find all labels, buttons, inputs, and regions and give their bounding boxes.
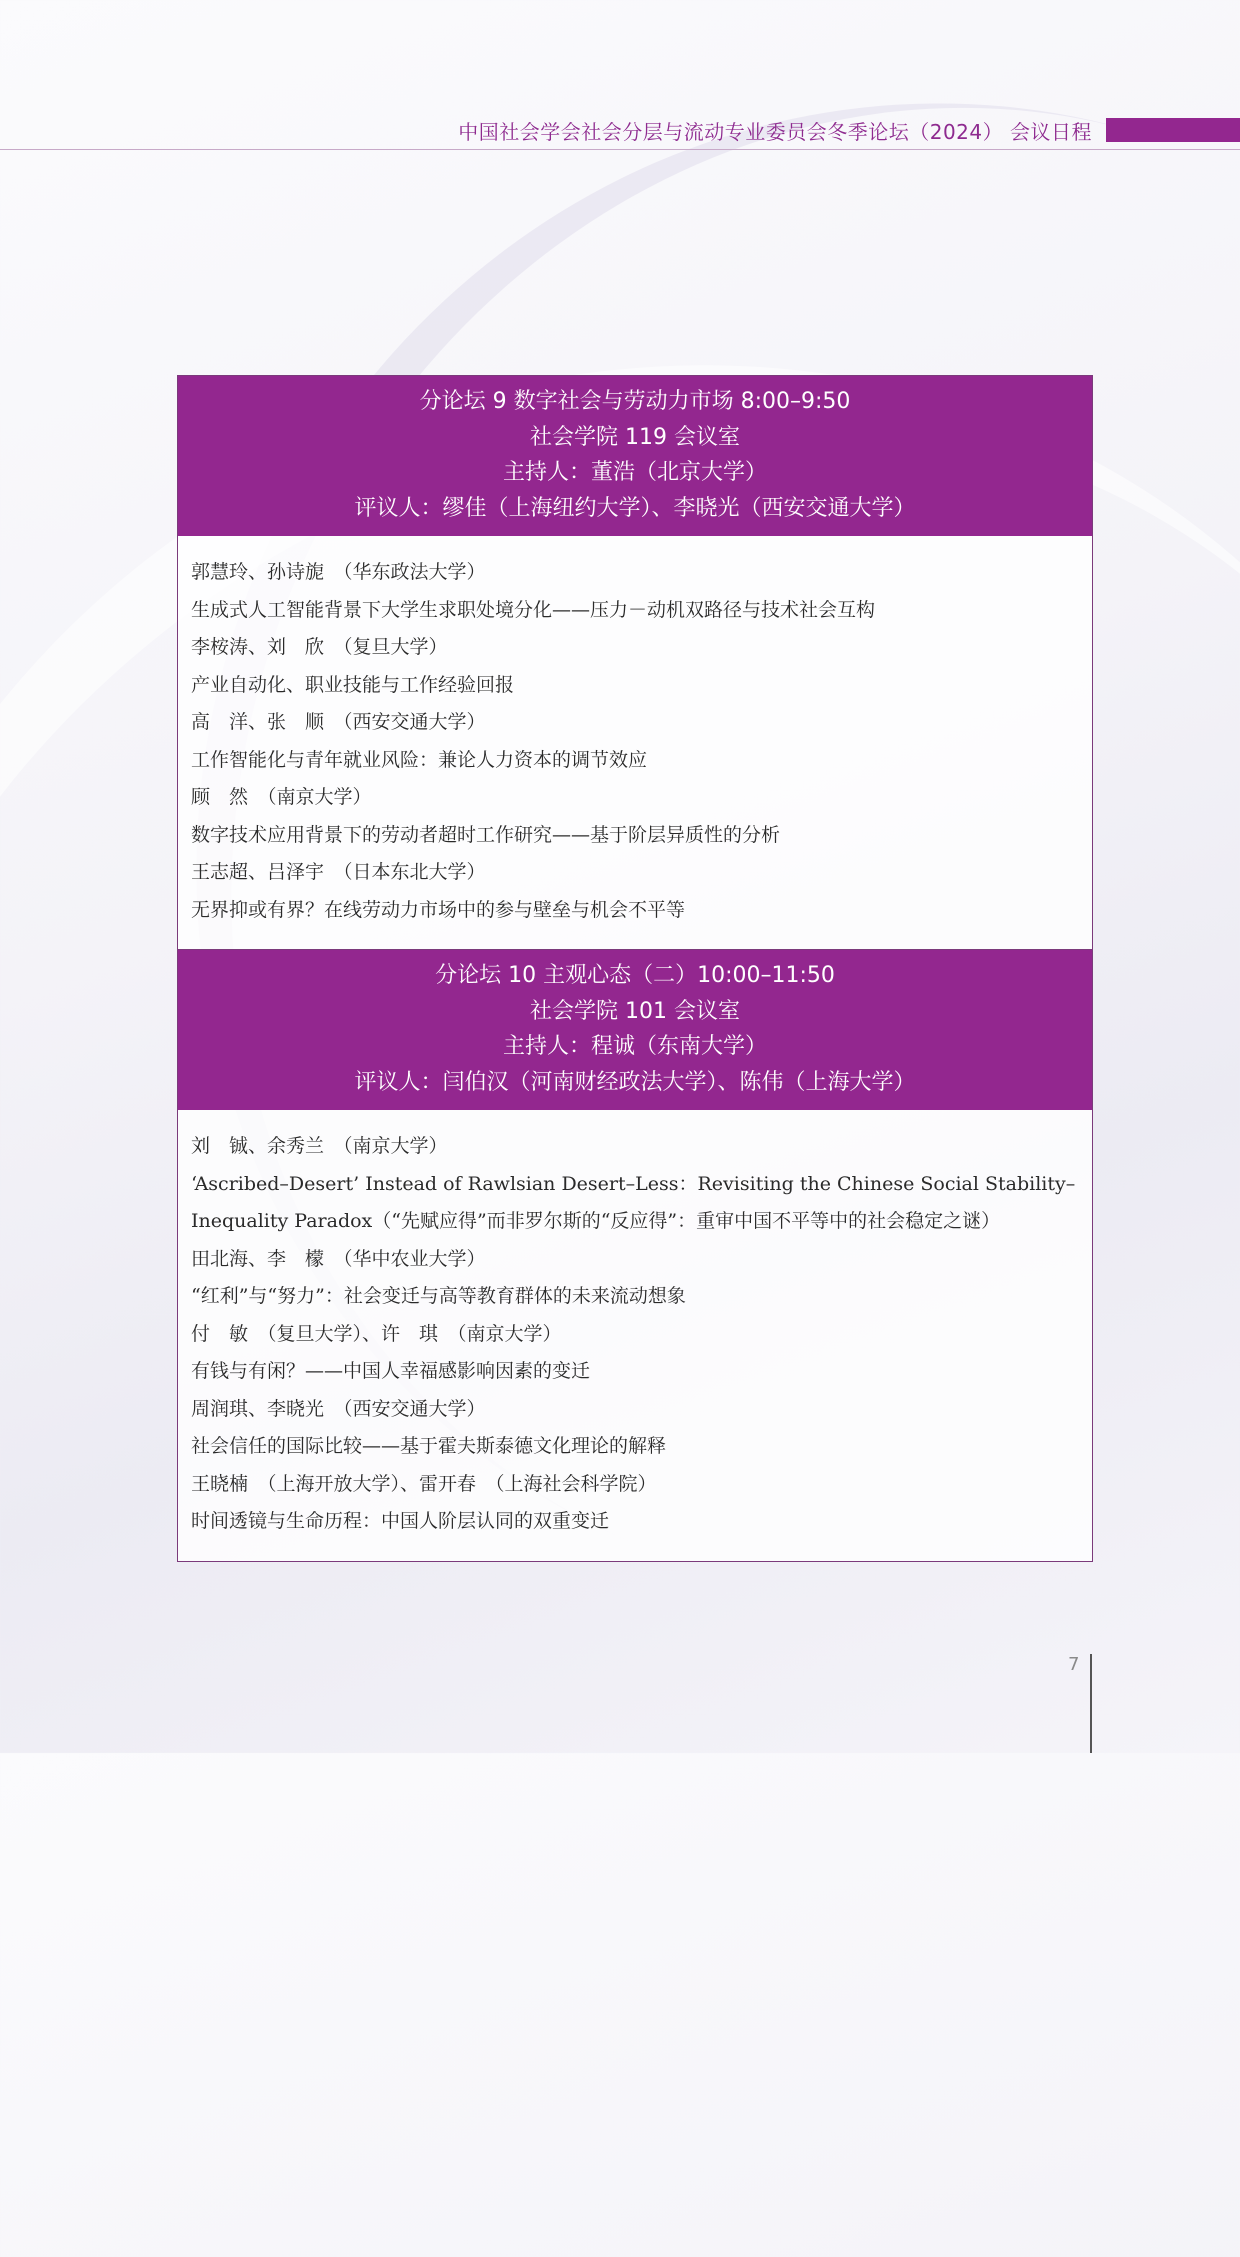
session-discussants: 评议人：闫伯汉（河南财经政法大学）、陈伟（上海大学） xyxy=(354,1069,916,1095)
paper-title: 数字技术应用背景下的劳动者超时工作研究——基于阶层异质性的分析 xyxy=(191,823,781,846)
paper-title: 社会信任的国际比较——基于霍夫斯泰德文化理论的解释 xyxy=(191,1435,667,1457)
paper-title: 有钱与有闲？——中国人幸福感影响因素的变迁 xyxy=(191,1360,591,1382)
paper-title: 无界抑或有界？在线劳动力市场中的参与壁垒与机会不平等 xyxy=(191,898,686,921)
session-papers xyxy=(178,1110,1092,1561)
session-host: 主持人：董浩（北京大学） xyxy=(502,460,767,485)
page-number: 7 xyxy=(1068,1654,1080,1675)
paper-authors: 田北海、李 檬 （华中农业大学） xyxy=(191,1247,486,1270)
session-discussants: 评议人：缪佳（上海纽约大学）、李晓光（西安交通大学） xyxy=(354,495,916,521)
paper-authors: 王晓楠 （上海开放大学）、雷开春 （上海社会科学院） xyxy=(191,1472,657,1495)
paper-title: 工作智能化与青年就业风险：兼论人力资本的调节效应 xyxy=(191,748,648,771)
header-divider xyxy=(0,149,1240,150)
paper-authors: 刘 铖、余秀兰 （南京大学） xyxy=(191,1135,448,1157)
paper-title: 生成式人工智能背景下大学生求职处境分化——压力－动机双路径与技术社会互构 xyxy=(191,598,876,621)
header-title: 中国社会学会社会分层与流动专业委员会冬季论坛（2024） 会议日程 xyxy=(458,120,1092,144)
paper-authors: 顾 然 （南京大学） xyxy=(191,786,372,808)
paper-authors: 周润琪、李晓光 （西安交通大学） xyxy=(191,1397,486,1420)
paper-authors: 王志超、吕泽宇 （日本东北大学） xyxy=(191,861,486,883)
session-header xyxy=(178,949,1092,1110)
paper-title: ‘Ascribed–Desert’ Instead of Rawlsian Desert–Less：Revisiting the Chinese Social Stability–Inequality Paradox（“先赋应得”而非罗尔斯的“反应得”：重审中国不平等中的社会稳定之谜） xyxy=(191,1172,1076,1232)
session-room: 社会学院 101 会议室 xyxy=(530,998,740,1024)
session-room: 社会学院 119 会议室 xyxy=(530,424,740,450)
paper-authors: 李桉涛、刘 欣 （复旦大学） xyxy=(191,636,448,658)
paper-authors: 郭慧玲、孙诗旎 （华东政法大学） xyxy=(191,561,486,583)
paper-title: 时间透镜与生命历程：中国人阶层认同的双重变迁 xyxy=(191,1510,610,1532)
header-accent-bar xyxy=(1106,118,1240,142)
paper-title: “红利”与“努力”：社会变迁与高等教育群体的未来流动想象 xyxy=(191,1285,686,1307)
page-number-rule xyxy=(1090,1654,1092,1753)
session-title: 分论坛 9 数字社会与劳动力市场 8:00–9:50 xyxy=(419,389,851,414)
session-title: 分论坛 10 主观心态（二）10:00–11:50 xyxy=(435,963,835,988)
session-papers xyxy=(178,536,1092,949)
paper-authors: 高 洋、张 顺 （西安交通大学） xyxy=(191,711,486,733)
session-host: 主持人：程诚（东南大学） xyxy=(502,1034,767,1059)
session-header xyxy=(178,376,1092,536)
paper-title: 产业自动化、职业技能与工作经验回报 xyxy=(191,673,515,696)
paper-authors: 付 敏 （复旦大学）、许 琪 （南京大学） xyxy=(191,1322,562,1345)
schedule-table xyxy=(177,375,1093,1562)
